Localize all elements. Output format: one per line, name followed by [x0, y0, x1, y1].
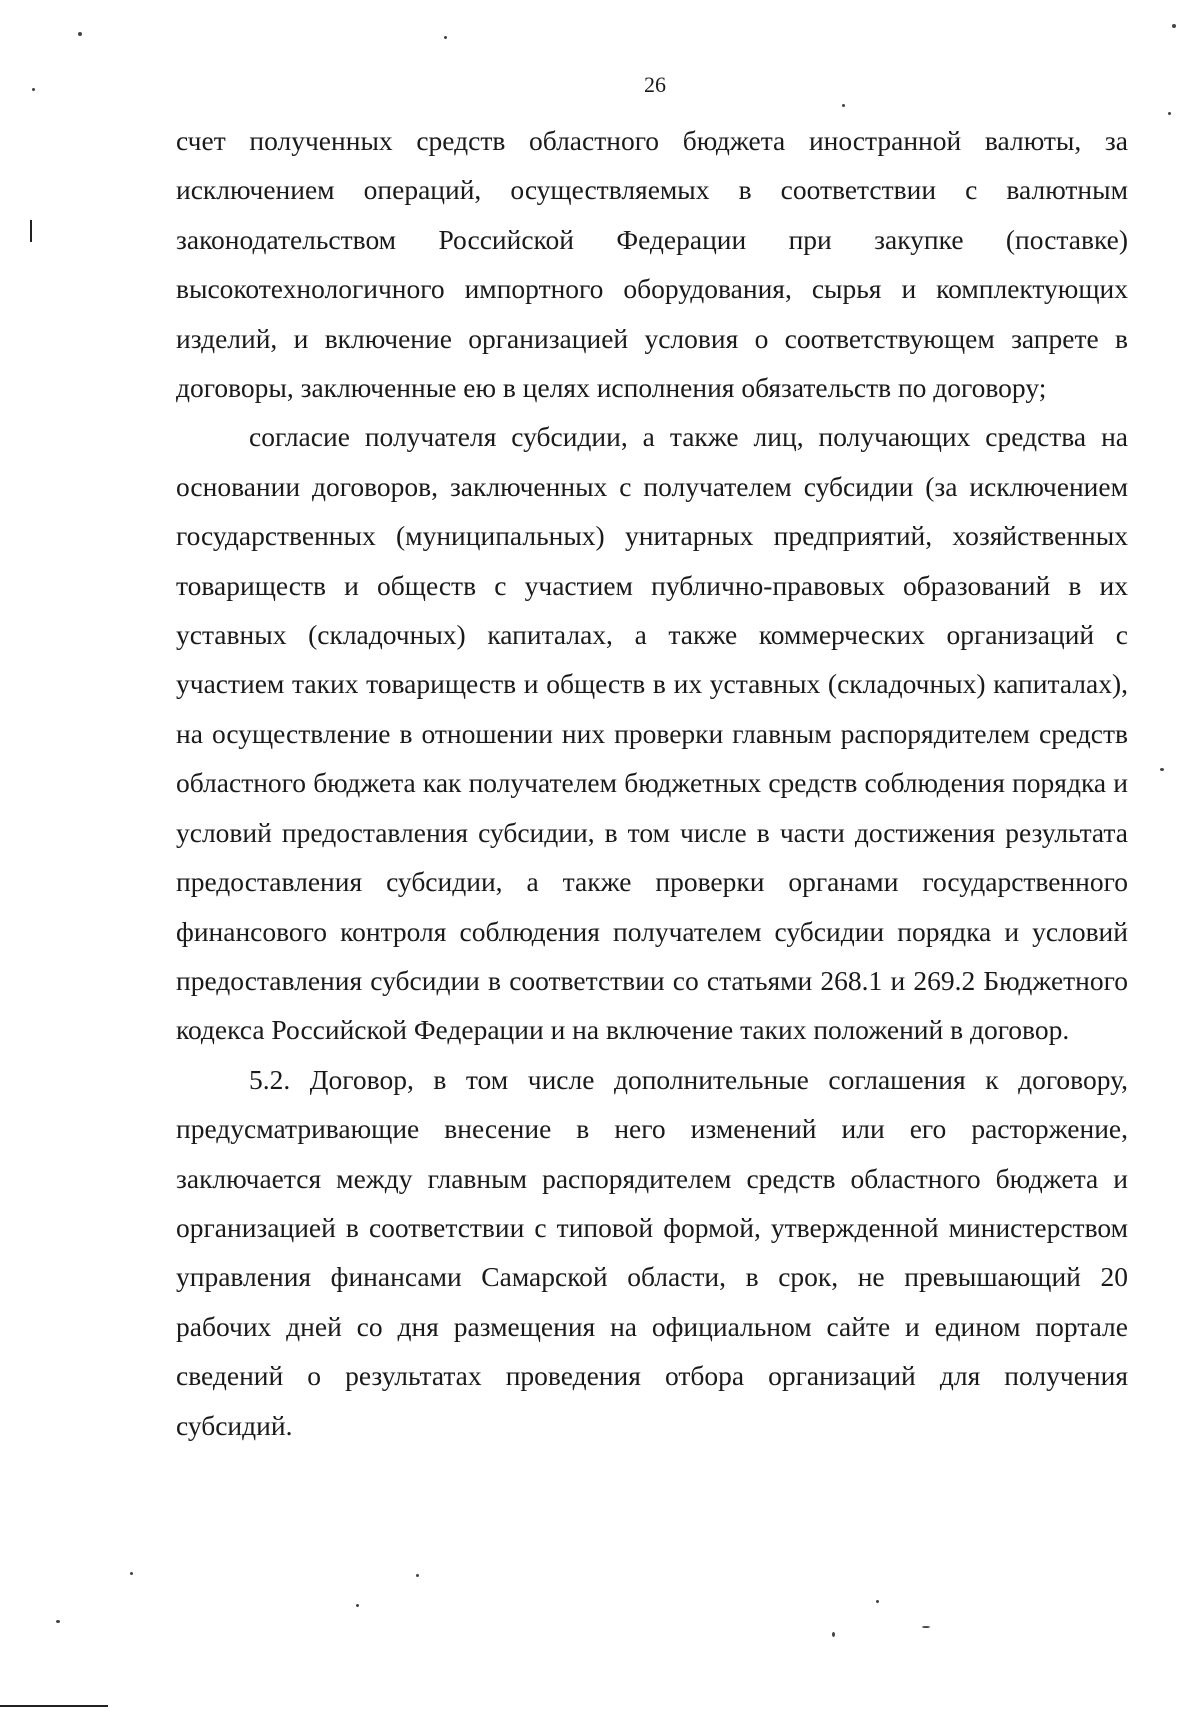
paragraph-consent-to-inspection: согласие получателя субсидии, а также лиц, получающих средства на основании договоров, заключенных с получателем субсидии (за исключением государственных (муниципальных) унитарных предприятий, хозяйственных товариществ и обществ с участием публично-правовых образований в их уставных (складочных) капиталах, а также коммерческих организаций с участием таких товариществ и обществ в их уставных (складочных) капиталах), на осуществление в отношении них проверки главным распорядителем средств областного бюджета как получателем бюджетных средств соблюдения порядка и условий предоставления субсидии, в том числе в части достижения результата предоставления субсидии, а также проверки органами государственного финансового контроля соблюдения получателем субсидии порядка и условий предоставления субсидии в соответствии со статьями 268.1 и 269.2 Бюджетного кодекса Российской Федерации и на включение таких положений в договор.	[176, 421, 1128, 1046]
scan-speck	[444, 36, 447, 39]
scan-speck	[356, 1604, 359, 1607]
scan-speck	[130, 1572, 133, 1575]
scan-speck	[832, 1632, 835, 1637]
paragraph-5-2-agreement: 5.2. Договор, в том числе дополнительные соглашения к договору, предусматривающие внесение в него изменений или его расторжение, заключается между главным распорядителем средств областного бюджета и организацией в соответствии с типовой формой, утвержденной министерством управления финансами Самарской области, в срок, не превышающий 20 рабочих дней со дня размещения на официальном сайте и едином портале сведений о результатах проведения отбора организаций для получения субсидий.	[176, 1063, 1128, 1441]
document-body	[176, 116, 1128, 1450]
scan-edge-line	[30, 220, 32, 242]
scan-edge-line	[0, 1705, 108, 1707]
scan-speck	[876, 1600, 879, 1603]
page-number: 26	[644, 72, 666, 97]
scan-speck	[56, 1620, 60, 1623]
scan-speck	[1172, 24, 1176, 28]
scan-speck	[32, 88, 35, 91]
scan-speck	[842, 104, 845, 107]
scan-speck	[78, 32, 82, 36]
scan-speck	[1160, 768, 1164, 771]
scan-speck	[1168, 112, 1171, 115]
scan-speck	[922, 1626, 930, 1628]
paragraph-currency-prohibition: счет полученных средств областного бюджета иностранной валюты, за исключением операций, осуществляемых в соответствии с валютным законодательством Российской Федерации при закупке (поставке) высокотехнологичного импортного оборудования, сырья и комплектующих изделий, и включение организацией условия о соответствующем запрете в договоры, заключенные ею в целях исполнения обязательств по договору;	[176, 125, 1128, 404]
scan-speck	[416, 1574, 419, 1577]
